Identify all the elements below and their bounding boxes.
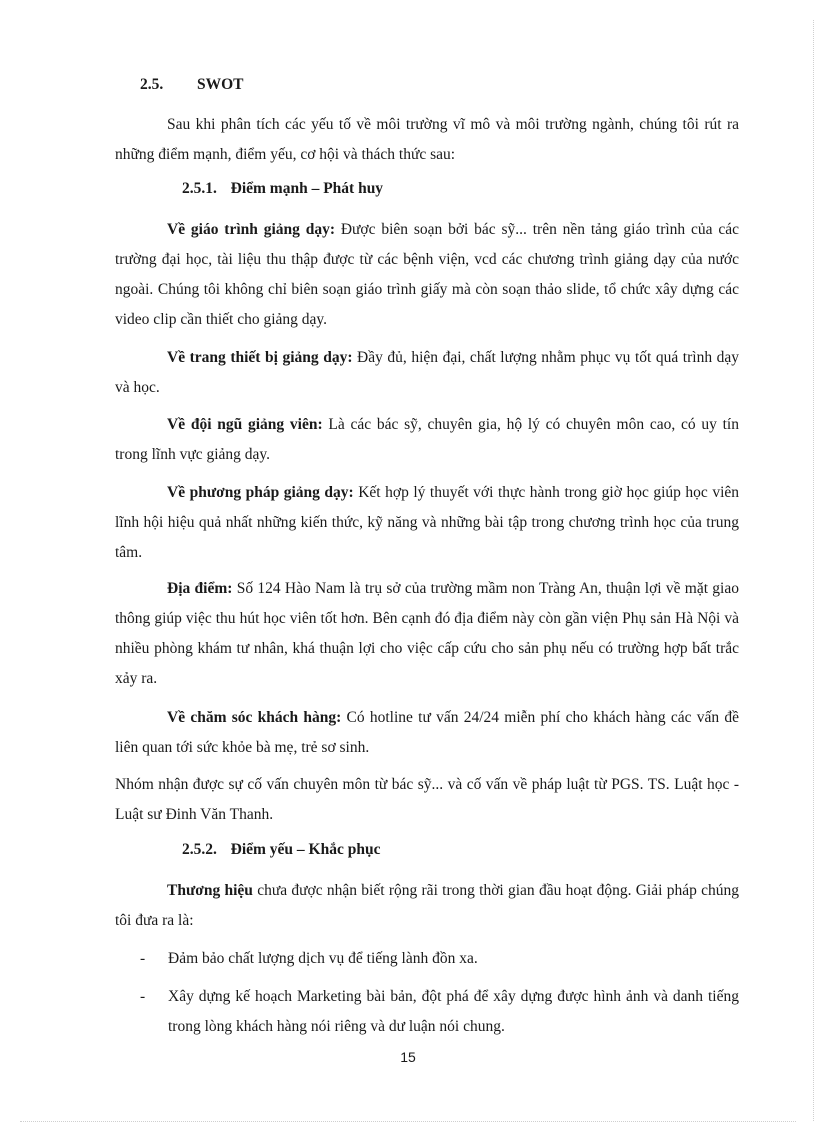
strength-label: Về chăm sóc khách hàng: — [167, 709, 342, 726]
strength-paragraph-curriculum — [115, 215, 739, 335]
strength-text: Đầy đủ, hiện đại, chất lượng nhằm phục vụ tốt quá trình dạy và học. — [115, 349, 739, 396]
strength-text: Là các bác sỹ, chuyên gia, hộ lý có chuyên môn cao, có uy tín trong lĩnh vực giảng dạy. — [115, 416, 739, 463]
strength-label: Về giáo trình giảng dạy: — [167, 221, 335, 238]
strength-text: Có hotline tư vấn 24/24 miễn phí cho khách hàng các vấn đề liên quan tới sức khỏe bà mẹ, trẻ sơ sinh. — [115, 709, 739, 756]
intro-paragraph: Sau khi phân tích các yếu tố về môi trường vĩ mô và môi trường ngành, chúng tôi rút ra những điểm mạnh, điểm yếu, cơ hội và thách thức sau: — [115, 116, 739, 163]
strength-paragraph-teachers — [115, 410, 739, 470]
weakness-text: chưa được nhận biết rộng rãi trong thời gian đầu hoạt động. Giải pháp chúng tôi đưa ra là: — [115, 882, 739, 929]
strength-paragraph-location — [115, 574, 739, 694]
weakness-label: Thương hiệu — [167, 882, 253, 899]
bullet-marker: - — [140, 988, 146, 1005]
strength-label: Về trang thiết bị giảng dạy: — [167, 349, 353, 366]
strength-label: Về phương pháp giảng dạy: — [167, 484, 354, 501]
weakness-paragraph — [115, 876, 739, 936]
page-number: 15 — [400, 1049, 416, 1065]
strength-text: Được biên soạn bởi bác sỹ... trên nền tảng giáo trình của các trường đại học, tài liệu thu thập được từ các bệnh viện, vcd các chương trình giảng dạy của nước ngoài. Chúng tôi không chỉ biên soạn giáo trình giấy mà còn soạn thảo slide, tổ chức xây dựng các video clip cần thiết cho giảng dạy. — [115, 221, 739, 328]
bullet-marker: - — [140, 950, 146, 967]
strength-text: Kết hợp lý thuyết với thực hành trong giờ học giúp học viên lĩnh hội hiệu quả nhất những kiến thức, kỹ năng và những bài tập trong chương trình học của trung tâm. — [115, 484, 740, 561]
subsection-number: 2.5.2. — [182, 841, 217, 858]
advisors-paragraph: Nhóm nhận được sự cố vấn chuyên môn từ bác sỹ... và cố vấn về pháp luật từ PGS. TS. Luật học - Luật sư Đinh Văn Thanh. — [115, 776, 739, 823]
page-border-right — [813, 20, 814, 1121]
strength-text: Số 124 Hào Nam là trụ sở của trường mầm non Tràng An, thuận lợi về mặt giao thông giúp việc thu hút học viên tốt hơn. Bên cạnh đó địa điểm này còn gần viện Phụ sản Hà Nội và nhiều phòng khám tư nhân, khá thuận lợi cho việc cấp cứu cho sản phụ nếu có trường hợp bất trắc xảy ra. — [115, 580, 739, 687]
subsection-heading-strengths — [182, 180, 383, 198]
page-border-bottom — [20, 1121, 796, 1122]
strength-label: Về đội ngũ giảng viên: — [167, 416, 323, 433]
section-heading — [140, 76, 244, 94]
subsection-title: Điểm yếu – Khắc phục — [230, 841, 381, 858]
section-title: SWOT — [197, 76, 244, 93]
subsection-number: 2.5.1. — [182, 180, 217, 197]
subsection-title: Điểm mạnh – Phát huy — [230, 180, 384, 197]
strength-label: Địa điểm: — [167, 580, 233, 597]
bullet-item: Đảm bảo chất lượng dịch vụ để tiếng lành đồn xa. — [168, 950, 478, 967]
strength-paragraph-customer-care — [115, 703, 739, 763]
strength-paragraph-equipment — [115, 343, 739, 403]
strength-paragraph-method — [115, 478, 739, 568]
subsection-heading-weaknesses — [182, 841, 380, 859]
section-number: 2.5. — [140, 76, 164, 93]
bullet-item: Xây dựng kế hoạch Marketing bài bản, đột phá để xây dựng được hình ảnh và danh tiếng trong lòng khách hàng nói riêng và dư luận nói chung. — [168, 988, 739, 1035]
